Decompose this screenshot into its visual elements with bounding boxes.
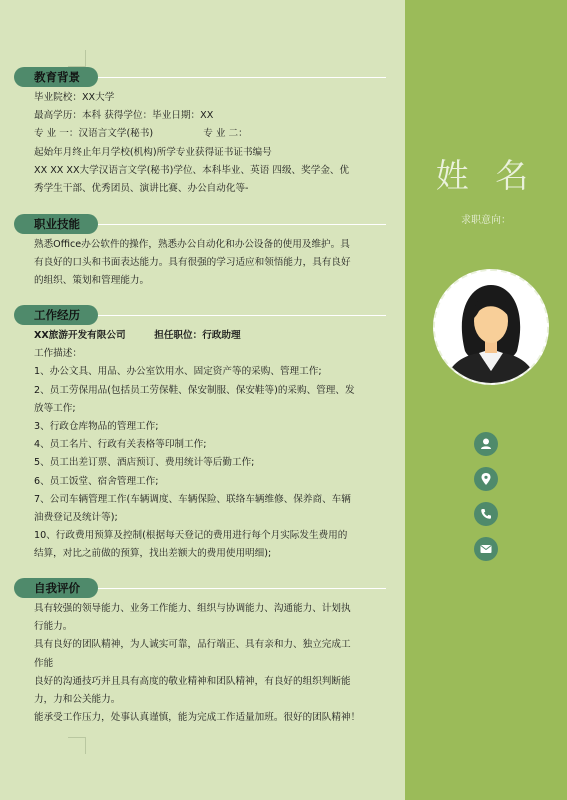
work-line: 4、员工名片、行政有关表格等印制工作;: [34, 439, 207, 451]
candidate-name: 姓 名: [435, 156, 537, 195]
evaluation-line: 行能力。: [34, 621, 73, 633]
education-line: 起始年月终止年月学校(机构)所学专业获得证书证书编号: [34, 146, 272, 158]
evaluation-line: 力，力和公关能力。: [34, 694, 121, 706]
evaluation-line: 作能: [34, 657, 54, 669]
work-line: 7、公司车辆管理工作(车辆调度、车辆保险、联络车辆维修、保养商、车辆: [34, 493, 351, 505]
evaluation-line: 能承受工作压力，处事认真谨慎，能为完成工作适量加班。很好的团队精神！: [34, 712, 361, 724]
corner-mark-bottom-h: [68, 737, 86, 738]
skills-line: 有良好的口头和书面表达能力。具有很强的学习适应和领悟能力，具有良好: [34, 257, 351, 269]
education-majors: [34, 125, 386, 143]
evaluation-content: [34, 600, 386, 727]
corner-mark-top: [85, 50, 86, 67]
education-title: 教育背景: [14, 67, 98, 87]
major-two: 专 业 二：: [203, 128, 248, 140]
phone-icon: [474, 502, 498, 526]
evaluation-header: [34, 578, 386, 598]
work-line: 6、员工饭堂、宿舍管理工作;: [34, 475, 159, 487]
work-line: 工作描述：: [34, 348, 82, 360]
evaluation-line: 具有较强的领导能力、业务工作能力、组织与协调能力、沟通能力、计划执: [34, 603, 351, 614]
work-line: 5、员工出差订票、酒店预订、费用统计等后勤工作;: [34, 457, 255, 469]
job-intent: 求职意向：: [461, 215, 511, 226]
work-content: [34, 327, 386, 564]
skills-title: 职业技能: [14, 214, 98, 234]
skills-header: [34, 214, 386, 234]
education-section: [34, 67, 386, 198]
skills-line: 的组织、策划和管理能力。: [34, 275, 150, 287]
company-name: XX旅游开发有限公司: [34, 330, 126, 341]
major-one: 专 业 一：汉语言文学(秘书): [34, 128, 154, 140]
education-line: 毕业院校：XX大学: [34, 92, 115, 103]
education-header: [34, 67, 386, 87]
corner-mark-bottom: [85, 737, 86, 754]
education-line: 秀学生干部、优秀团员、演讲比赛、办公自动化等-: [34, 183, 249, 195]
mail-icon: [474, 537, 498, 561]
work-line: 3、行政仓库物品的管理工作;: [34, 421, 159, 433]
work-header: [34, 305, 386, 325]
location-icon: [474, 467, 498, 491]
work-line: 油费登记及统计等);: [34, 512, 118, 524]
evaluation-title: 自我评价: [14, 578, 98, 598]
work-company-row: [34, 327, 386, 345]
profile-sidebar: [405, 0, 567, 800]
skills-content: [34, 236, 386, 291]
work-section: [34, 305, 386, 564]
education-line: XX XX XX大学汉语言文学(秘书)学位、本科毕业、英语 四级、奖学金、优: [34, 164, 350, 176]
work-title: 工作经历: [14, 305, 98, 325]
evaluation-line: 具有良好的团队精神，为人诚实可靠，品行端正、具有亲和力、独立完成工: [34, 639, 351, 651]
work-line: 放等工作;: [34, 402, 76, 414]
avatar-illustration: [435, 271, 547, 383]
skills-line: 熟悉Office办公软件的操作，熟悉办公自动化和办公设备的使用及维护。具: [34, 239, 350, 250]
avatar: [433, 269, 549, 385]
person-icon: [474, 432, 498, 456]
evaluation-section: [34, 578, 386, 727]
work-line: 结算，对比之前做的预算，找出差额大的费用使用明细);: [34, 548, 272, 560]
evaluation-line: 良好的沟通技巧并且具有高度的敬业精神和团队精神，有良好的组织判断能: [34, 675, 351, 687]
education-content: [34, 89, 386, 198]
position: 担任职位：行政助理: [154, 330, 241, 341]
work-line: 10、行政费用预算及控制(根据每天登记的费用进行每个月实际发生费用的: [34, 530, 348, 542]
work-line: 1、办公文具、用品、办公室饮用水、固定资产等的采购、管理工作;: [34, 366, 322, 378]
education-line: 最高学历：本科 获得学位：毕业日期：XX: [34, 110, 214, 122]
work-line: 2、员工劳保用品(包括员工劳保鞋、保安制服、保安鞋等)的采购、管理、发: [34, 384, 355, 396]
skills-section: [34, 214, 386, 291]
